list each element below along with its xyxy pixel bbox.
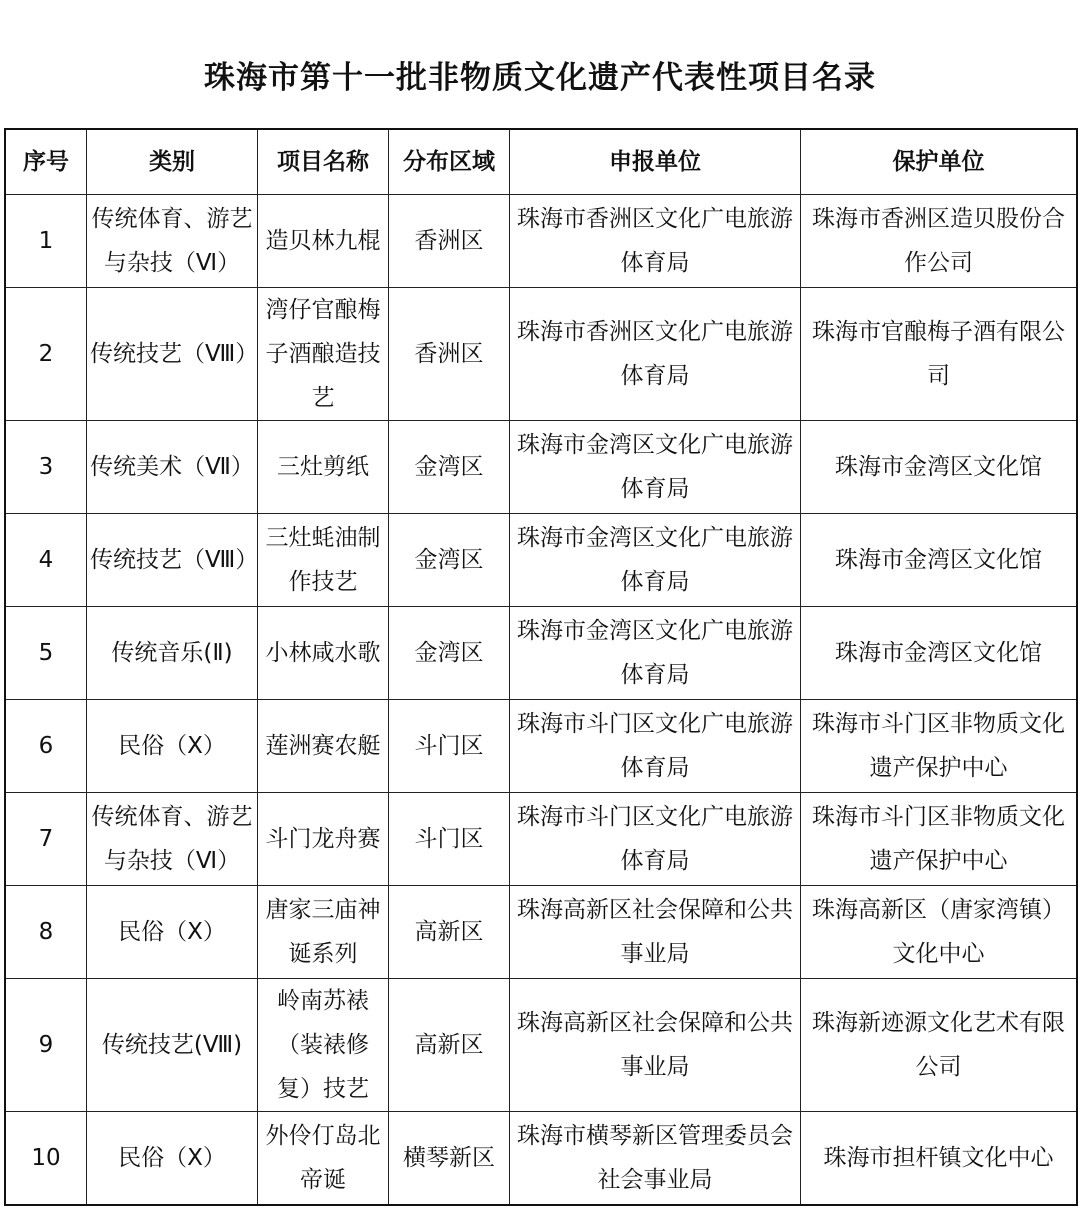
cell-category: 传统美术（Ⅶ） [87,421,258,514]
cell-declarer: 珠海市香洲区文化广电旅游体育局 [510,288,801,421]
cell-protector: 珠海市官酿梅子酒有限公司 [801,288,1078,421]
cell-name: 莲洲赛农艇 [258,700,389,793]
cell-name: 唐家三庙神诞系列 [258,886,389,979]
cell-area: 斗门区 [389,700,510,793]
cell-area: 金湾区 [389,607,510,700]
cell-declarer: 珠海市金湾区文化广电旅游体育局 [510,421,801,514]
table-row [5,288,1077,421]
table-row [5,979,1077,1112]
cell-no: 8 [5,886,87,979]
cell-area: 横琴新区 [389,1112,510,1206]
table-header-row [5,129,1077,195]
table-row [5,607,1077,700]
cell-category: 民俗（Ⅹ） [87,700,258,793]
cell-no: 9 [5,979,87,1112]
cell-no: 10 [5,1112,87,1206]
cell-no: 5 [5,607,87,700]
cell-name: 造贝林九棍 [258,195,389,288]
cell-protector: 珠海市担杆镇文化中心 [801,1112,1078,1206]
header-protector: 保护单位 [801,129,1078,195]
cell-category: 传统技艺(Ⅷ) [87,979,258,1112]
page-title: 珠海市第十一批非物质文化遗产代表性项目名录 [204,60,876,96]
cell-protector: 珠海市斗门区非物质文化遗产保护中心 [801,700,1078,793]
cell-declarer: 珠海市金湾区文化广电旅游体育局 [510,514,801,607]
cell-no: 2 [5,288,87,421]
cell-name: 三灶剪纸 [258,421,389,514]
cell-declarer: 珠海市香洲区文化广电旅游体育局 [510,195,801,288]
cell-category: 传统体育、游艺与杂技（Ⅵ） [87,195,258,288]
cell-area: 香洲区 [389,288,510,421]
cell-category: 传统体育、游艺与杂技（Ⅵ） [87,793,258,886]
table-row [5,195,1077,288]
cell-no: 1 [5,195,87,288]
table-row [5,1112,1077,1206]
table-row [5,793,1077,886]
cell-declarer: 珠海市横琴新区管理委员会社会事业局 [510,1112,801,1206]
cell-no: 3 [5,421,87,514]
header-no: 序号 [5,129,87,195]
cell-no: 7 [5,793,87,886]
cell-name: 三灶蚝油制作技艺 [258,514,389,607]
cell-declarer: 珠海高新区社会保障和公共事业局 [510,886,801,979]
cell-declarer: 珠海市斗门区文化广电旅游体育局 [510,700,801,793]
header-declarer: 申报单位 [510,129,801,195]
cell-area: 高新区 [389,886,510,979]
heritage-table [4,128,1078,1206]
cell-protector: 珠海新迹源文化艺术有限公司 [801,979,1078,1112]
cell-protector: 珠海市金湾区文化馆 [801,514,1078,607]
cell-protector: 珠海市金湾区文化馆 [801,607,1078,700]
cell-protector: 珠海高新区（唐家湾镇）文化中心 [801,886,1078,979]
cell-category: 传统音乐(Ⅱ) [87,607,258,700]
cell-protector: 珠海市金湾区文化馆 [801,421,1078,514]
cell-category: 民俗（Ⅹ） [87,1112,258,1206]
cell-no: 6 [5,700,87,793]
cell-name: 岭南苏裱（装裱修复）技艺 [258,979,389,1112]
cell-category: 传统技艺（Ⅷ） [87,514,258,607]
cell-name: 斗门龙舟赛 [258,793,389,886]
header-area: 分布区域 [389,129,510,195]
cell-area: 斗门区 [389,793,510,886]
cell-name: 小林咸水歌 [258,607,389,700]
cell-name: 外伶仃岛北帝诞 [258,1112,389,1206]
table-row [5,514,1077,607]
cell-declarer: 珠海高新区社会保障和公共事业局 [510,979,801,1112]
cell-no: 4 [5,514,87,607]
table-row [5,421,1077,514]
header-category: 类别 [87,129,258,195]
table-row [5,700,1077,793]
cell-declarer: 珠海市斗门区文化广电旅游体育局 [510,793,801,886]
cell-area: 高新区 [389,979,510,1112]
cell-name: 湾仔官酿梅子酒酿造技艺 [258,288,389,421]
cell-protector: 珠海市斗门区非物质文化遗产保护中心 [801,793,1078,886]
table-row [5,886,1077,979]
cell-category: 民俗（Ⅹ） [87,886,258,979]
cell-area: 金湾区 [389,421,510,514]
cell-category: 传统技艺（Ⅷ） [87,288,258,421]
cell-area: 金湾区 [389,514,510,607]
cell-protector: 珠海市香洲区造贝股份合作公司 [801,195,1078,288]
header-name: 项目名称 [258,129,389,195]
cell-area: 香洲区 [389,195,510,288]
cell-declarer: 珠海市金湾区文化广电旅游体育局 [510,607,801,700]
